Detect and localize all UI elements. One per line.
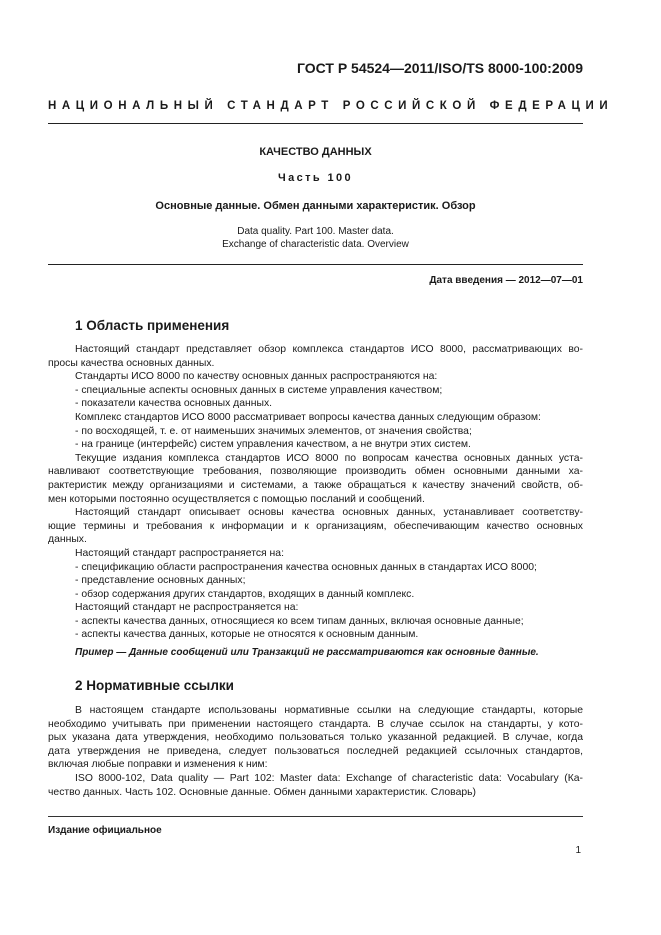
standard-designation: ГОСТ Р 54524—2011/ISO/TS 8000-100:2009 [296, 60, 583, 76]
paragraph-line: рых указана дата утверждения, необходимо пользоваться только указанной редакцией. В случае, когда [48, 732, 583, 744]
official-edition-label: Издание официальное [48, 825, 162, 836]
paragraph-line: Настоящий стандарт не распространяется на: [75, 602, 299, 614]
paragraph-line: Настоящий стандарт описывает основы качества основных данных, устанавливает соответству- [75, 507, 583, 519]
english-title [48, 226, 583, 251]
english-title-line-1: Data quality. Part 100. Master data. [237, 226, 394, 237]
paragraph-line: навливают соответствующие требования, позволяющие производить обмен основными данными ха- [48, 466, 583, 478]
english-title-line-2: Exchange of characteristic data. Overview [222, 238, 409, 250]
paragraph-line: Текущие издания комплекса стандартов ИСО 8000 по вопросам качества основных данных уста- [75, 452, 583, 464]
list-item: - обзор содержания других стандартов, входящих в данный комплекс. [75, 588, 415, 600]
paragraph-line: В настоящем стандарте использованы нормативные ссылки на следующие стандарты, которые [75, 705, 583, 716]
list-item: - по восходящей, т. е. от наименьших значимых элементов, от значения свойства; [75, 425, 472, 437]
footer-rule [48, 816, 583, 817]
paragraph-line: включая любые поправки и изменения к ним: [48, 759, 268, 771]
section-2-heading: 2 Нормативные ссылки [75, 678, 234, 693]
title-rule [48, 264, 583, 265]
document-subtitle: Основные данные. Обмен данными характеристик. Обзор [155, 200, 476, 212]
paragraph-line: необходимо учитывать при применении настоящего стандарта. В случае ссылок на стандарты, у кото- [48, 718, 583, 730]
list-item: - представление основных данных; [75, 575, 246, 587]
paragraph-line: дата утверждения не приведена, следует пользоваться последней редакцией ссылочных стандартов, [48, 745, 583, 757]
list-item: - аспекты качества данных, которые не относятся к основным данным. [75, 629, 419, 641]
page-number: 1 [575, 845, 581, 856]
list-item: - специальные аспекты основных данных в системе управления качеством; [75, 384, 443, 396]
paragraph-line: Комплекс стандартов ИСО 8000 рассматривает вопросы качества данных следующим образом: [75, 411, 541, 423]
reference-line: чество данных. Часть 102. Основные данные. Обмен данными характеристик. Словарь) [48, 786, 476, 798]
list-item: - на границе (интерфейс) систем управления качеством, а не внутри этих систем. [75, 439, 471, 451]
reference-line: ISO 8000-102, Data quality — Part 102: Master data: Exchange of characteristic data: Vocabulary (Ка- [75, 772, 583, 784]
header-rule [48, 123, 583, 124]
paragraph-line: рактеристик между организациями и системами, а также обращаться к качеству значений свойств, об- [48, 479, 583, 491]
paragraph-line: мен которыми постоянно осуществляется с помощью посланий и сообщений. [48, 493, 425, 505]
paragraph-line: ющие термины и требования к информации и к организациям, обеспечивающим качество основных [48, 520, 583, 532]
list-item: - аспекты качества данных, относящиеся ко всем типам данных, включая основные данные; [75, 615, 524, 627]
section-1-heading: 1 Область применения [75, 318, 230, 333]
document-title: КАЧЕСТВО ДАННЫХ [259, 146, 372, 158]
paragraph-line: Стандарты ИСО 8000 по качеству основных данных распространяются на: [75, 371, 438, 383]
paragraph-line: просы качества основных данных. [48, 357, 215, 369]
introduction-date: Дата введения — 2012—07—01 [429, 275, 583, 286]
paragraph-line: Настоящий стандарт распространяется на: [75, 547, 284, 559]
section-1-body [48, 343, 583, 642]
list-item: - показатели качества основных данных. [75, 398, 273, 410]
paragraph-line: данных. [48, 534, 87, 546]
section-2-body [48, 704, 583, 799]
document-part: Часть 100 [277, 172, 354, 184]
example-note: Пример — Данные сообщений или Транзакций не рассматриваются как основные данные. [75, 647, 539, 658]
paragraph-line: Настоящий стандарт представляет обзор комплекса стандартов ИСО 8000, рассматривающих во- [75, 344, 583, 355]
list-item: - спецификацию области распространения качества основных данных в стандартах ИСО 8000; [75, 561, 537, 573]
national-standard-heading: НАЦИОНАЛЬНЫЙ СТАНДАРТ РОССИЙСКОЙ ФЕДЕРАЦИИ [48, 100, 614, 112]
